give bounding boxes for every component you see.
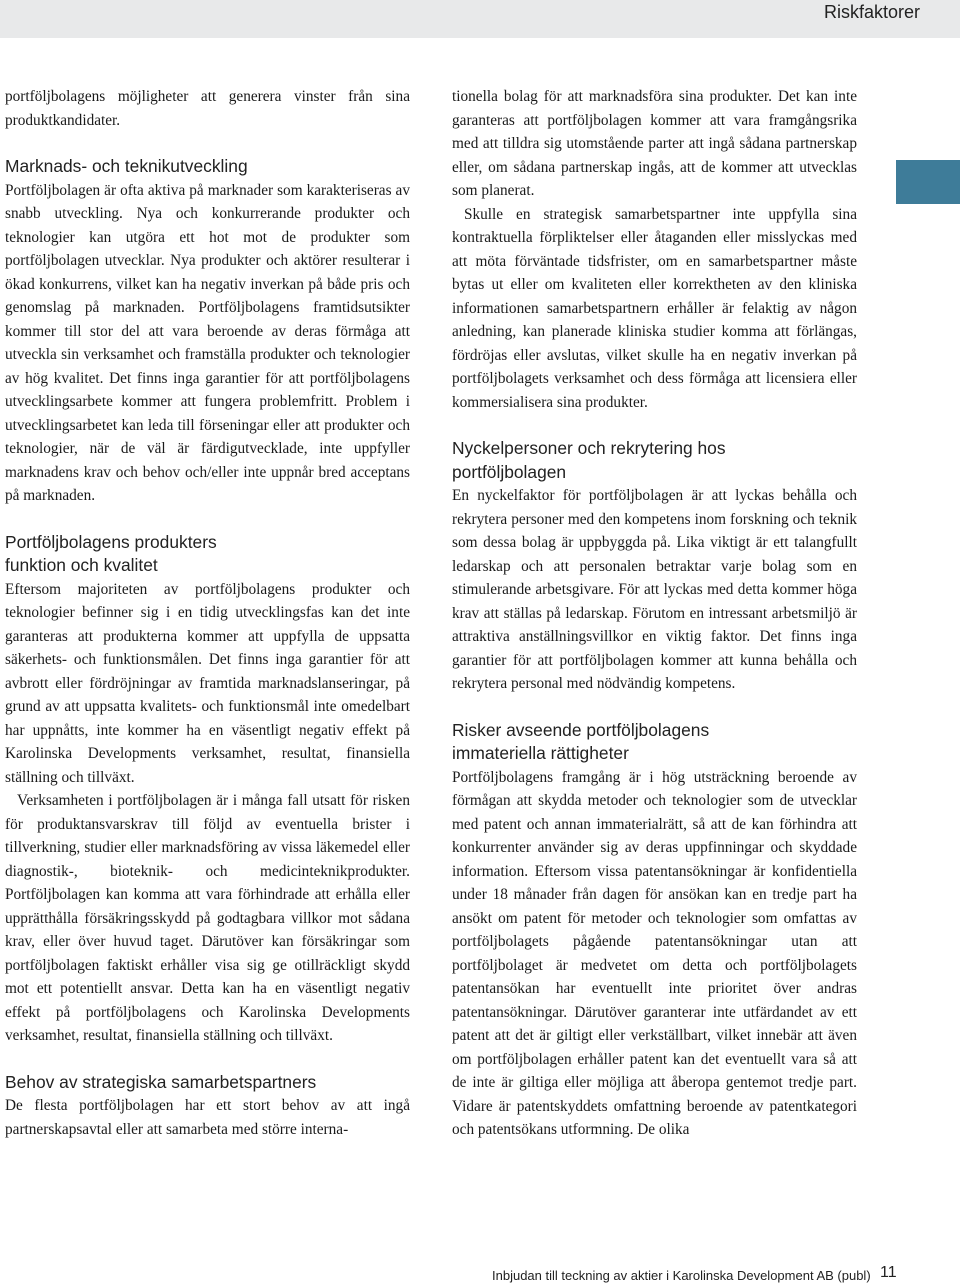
header-bar [0,0,960,38]
heading-products-line2: funktion och kvalitet [5,555,158,575]
partners-paragraph-2: Skulle en strategisk samarbetspartner inte uppfylla sina kontraktuella förpliktelser eller åtaganden eller misslyckas med att möta förväntade tidsfrister, om en samarbetspartner måste bytas ut eller om kvaliteten eller korrektheten av den kliniska informationen samarbetspartnern erhåller är felaktig av någon anledning, kan planerade kliniska studier komma att förlängas, fördröjas eller avslutas, vilket skulle ha en negativ inverkan på portföljbolagets verksamhet och dess förmåga att licensiera eller kommersialisera sina produkter. [452,205,857,411]
partners-paragraph: De flesta portföljbolagen har ett stort behov av att ingå partnerskapsavtal eller att samarbeta med större interna- [5,1097,410,1138]
key-persons-paragraph: En nyckelfaktor för portföljbolagen är att lyckas behålla och rekrytera personer med den kompetens inom forskning och teknik som dessa bolag är uppbyggda på. Lika viktigt är ett talangfullt ledarskap och att personalen betraktar varje bolag som en stimulerande arbetsgivare. För att lyckas med detta kommer höga krav att ställas på ledarskap. Förutom en intressant arbetsmiljö är attraktiva anställningsvillkor en viktig faktor. Det finns inga garantier för att portföljbolagen kommer att kunna behålla och rekrytera personal med nödvändig kompetens. [452,487,857,692]
ip-paragraph: Portföljbolagens framgång är i hög utsträckning beroende av förmågan att skydda metoder och teknologier som de utvecklar med patent och annan immaterialrätt, så att de kan förhindra att konkurrenter använder sig av deras uppfinningar och skyddade information. Eftersom vissa patentansökningar är konfidentiella under 18 månader från dagen för ansökan kan en tredje part ha ansökt om patent för metoder och teknologier som omfattas av portföljbolagets pågående patentansökningar utan att portföljbolaget är medvetet om detta och portföljbolagets patentansökan har eventuellt inte prioritet över andras patentansökningar. Därutöver garanterar inte utfärdandet av ett patent att det är giltigt eller verkställbart, vilket innebär att även om portföljbolagen erhåller patent kan det eventuellt vara så att de inte är giltiga eller möjliga att åberopa gentemot tredje part. Vidare är patentskyddets omfattning beroende av patentkategori och patentsökans utformning. De olika [452,768,857,1138]
heading-ip-line2: immateriella rättigheter [452,743,629,763]
heading-key-persons-line1: Nyckelpersoner och rekrytering hos [452,438,726,458]
heading-products-line1: Portföljbolagens produkters [5,531,217,552]
heading-strategic-partners: Behov av strategiska samarbetspartners [5,1071,317,1092]
page-number: 11 [880,1264,897,1281]
products-paragraph-1: Eftersom majoriteten av portföljbolagens produkter och teknologier befinner sig i en tidig utvecklingsfas kan det inte garanteras att produkterna kommer att uppfylla de uppsatta säkerhets- och funktionsmålen. Det finns inga garantier för att avbrott eller fördröjningar av framtida marknadslanseringar, på grund av att uppsatta kvalitets- och funktionsmål inte omedelbart har uppnåtts, inte kommer ha en väsentligt negativ effekt på Karolinska Developments verksamhet, resultat, finansiella ställning och tillväxt. [5,580,410,786]
products-paragraph-2: Verksamheten i portföljbolagen är i många fall utsatt för risken för produktansvarskrav till följd av eventuella brister i tillverkning, studier eller marknadsföring av vissa läkemedel eller diagnostik-, bioteknik- och medicinteknikprodukter. Portföljbolagen kan komma att vara förhindrade att erhålla eller upprätthålla försäkringsskydd på godtagbara villkor mot sådana krav, eller över huvud taget. Därutöver kan försäkringar som portföljbolagen faktiskt erhåller visa sig ge otillräckligt skydd mot ett potentiellt ansvar. Detta kan ha en väsentligt negativ effekt på portföljbolagens och Karolinska Developments verksamhet, resultat, finansiella ställning och tillväxt. [5,792,410,1044]
section-title: Riskfaktorer [823,2,920,22]
heading-market-development: Marknads- och teknikutveckling [5,156,248,176]
right-column [452,85,857,1142]
section-tab-marker [896,160,960,204]
heading-key-persons-line2: portföljbolagen [452,461,567,482]
left-column [5,85,410,1141]
footer-document-title: Inbjudan till teckning av aktier i Karolinska Development AB (publ) [492,1268,871,1283]
intro-paragraph: portföljbolagens möjligheter att generera vinster från sina produktkandidater. [5,88,410,129]
market-paragraph: Portföljbolagen är ofta aktiva på marknader som karakteriseras av snabb utveckling. Nya och konkurrerande produkter och teknologier kan utgöra ett hot mot de produkter som portföljbolagen utvecklar. Nya produkter och aktörer resulterar i ökad konkurrens, vilket kan ha negativ inverkan på både pris och genomslag på marknaden. Portföljbolagens framtidsutsikter kommer till stor del att vara beroende av deras förmåga att utveckla sin verksamhet och framställa produkter och teknologier av hög kvalitet. Det finns inga garantier för att portföljbolagens utvecklingsarbete kommer att fungera problemfritt. Problem i utvecklingsarbetet kan leda till förseningar eller att produkter och teknologier, när de väl är färdigutvecklade, inte uppfyller marknadens krav och behov och/eller inte uppnår bred acceptans på marknaden. [5,181,410,504]
heading-ip-line1: Risker avseende portföljbolagens [452,719,710,740]
partners-paragraph-continued: tionella bolag för att marknadsföra sina produkter. Det kan inte garanteras att portföljbolagen kommer att vara framgångsrika med att tilldra sig utomstående parter att ingå sådana partnerskap eller, om sådana partnerskap ingås, att de kommer att utvecklas som planerat. [452,88,857,199]
